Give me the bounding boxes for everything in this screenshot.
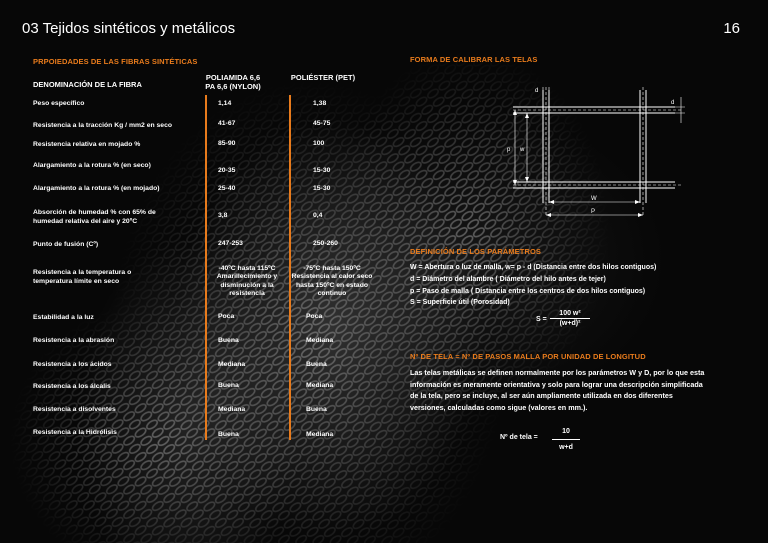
cell-polyamide: 41-67: [218, 120, 236, 127]
formula-s-lhs: S =: [536, 316, 547, 323]
row-label: Alargamiento a la rotura % (en seco): [33, 162, 151, 169]
row-label: Resistencia a la tracción Kg / mm2 en seco: [33, 122, 173, 129]
cell-polyamide: 1,14: [218, 100, 232, 107]
definition-w: W = Abertura o luz de malla, w= p - d (Distancia entre dos hilos contiguos): [410, 264, 657, 271]
cell-polyester: 250-260: [313, 240, 338, 247]
mesh-description-paragraph: Las telas metálicas se definen normalmente por los parámetros W y D, por lo que esta información es meramente orientativa y solo para lograr una descripción simplificada de la tela, pero se incluye, al ser aún ampliamente utilizada en dos diferentes versiones, calculadas como sigue (valores en mm.).: [410, 368, 705, 412]
row-label: Resistencia a los ácidos: [33, 361, 112, 368]
cell-polyester: Buena: [306, 406, 327, 413]
section-title-properties: PRPOIEDADES DE LAS FIBRAS SINTÉTICAS: [33, 57, 198, 66]
cell-polyamide: 85-90: [218, 140, 236, 147]
cell-polyester: Mediana: [306, 431, 334, 438]
cell-polyamide: -40ºC hasta 115ºC Amarillecimiento y disminución a la resistencia: [216, 265, 278, 297]
formula-tela-fraction: [552, 428, 580, 451]
diagram-label-d-right: d: [671, 100, 675, 106]
diagram-label-p-left: p: [507, 147, 511, 153]
cell-polyamide: Poca: [218, 313, 235, 320]
cell-polyester: Buena: [306, 361, 327, 368]
cell-polyester: 15-30: [313, 185, 331, 192]
row-label: Resistencia relativa en mojado %: [33, 141, 141, 148]
cell-polyamide: 25-40: [218, 185, 236, 192]
cell-polyamide: Mediana: [218, 361, 246, 368]
section-title-definitions: DEFINICIÓN DE LOS PARÁMETROS: [410, 247, 541, 256]
row-label: Peso específico: [33, 100, 85, 107]
cell-polyester: -75ºC hasta 150ºC Resistencia al calor seco hasta 150ºC en estado continuo: [291, 265, 373, 297]
cell-polyester: 45-75: [313, 120, 331, 127]
formula-s-numerator: 100 w²: [559, 310, 581, 317]
cell-polyester: Mediana: [306, 337, 334, 344]
table-header-fiber: DENOMINACIÓN DE LA FIBRA: [33, 80, 142, 89]
row-label: Resistencia a disolventes: [33, 406, 116, 413]
table-header-polyester: POLIÉSTER (PET): [290, 73, 356, 82]
page-number: 16: [723, 20, 740, 37]
formula-tela-denominator: w+d: [559, 444, 573, 451]
cell-polyester: 0,4: [313, 212, 323, 219]
definition-d: d = Diámetro del alambre ( Diámetro del hilo antes de tejer): [410, 276, 606, 283]
cell-polyester: 1,38: [313, 100, 327, 107]
page-title: 03 Tejidos sintéticos y metálicos: [22, 20, 236, 37]
formula-tela-numerator: 10: [562, 428, 570, 435]
row-label: Resistencia a los álcalis: [33, 383, 111, 390]
fraction-bar: [552, 439, 580, 440]
diagram-label-w-bottom: W: [591, 196, 597, 202]
cell-polyamide: Mediana: [218, 406, 246, 413]
cell-polyamide: Buena: [218, 431, 239, 438]
section-title-calibration: FORMA DE CALIBRAR LAS TELAS: [410, 55, 538, 64]
formula-s-fraction: [550, 310, 590, 327]
cell-polyester: Poca: [306, 313, 323, 320]
fraction-bar: [550, 318, 590, 319]
row-label: Resistencia a la temperatura o temperatura límite en seco: [33, 269, 132, 285]
row-label: Estabilidad a la luz: [33, 314, 94, 321]
definition-p: p = Paso de malla ( Distancia entre los centros de dos hilos contiguos): [410, 288, 646, 295]
cell-polyester: 15-30: [313, 167, 331, 174]
diagram-label-d-top: d: [535, 88, 539, 94]
table-header-polyamide: [198, 73, 268, 91]
cell-polyamide: 247-253: [218, 240, 243, 247]
cell-polyamide: Buena: [218, 382, 239, 389]
table-header-polyamide-line1: POLIAMIDA 6,6: [205, 73, 261, 82]
row-label: Absorción de humedad % con 65% de humedad relativa del aire y 20ºC: [33, 209, 156, 225]
section-title-mesh-number: Nº DE TELA = Nº DE PASOS MALLA POR UNIDAD DE LONGITUD: [410, 352, 646, 361]
cell-polyester: 100: [313, 140, 325, 147]
row-label: Resistencia a la abrasión: [33, 337, 115, 344]
formula-s-denominator: (w+d)²: [559, 320, 581, 327]
cell-polyester: Mediana: [306, 382, 334, 389]
definition-s: S = Superficie útil (Porosidad): [410, 299, 510, 306]
cell-polyamide: 20-35: [218, 167, 236, 174]
row-label: Alargamiento a la rotura % (en mojado): [33, 185, 160, 192]
formula-tela-lhs: Nº de tela =: [500, 434, 538, 441]
mesh-calibration-diagram: [505, 85, 690, 230]
diagram-label-p-bottom: P: [591, 209, 596, 215]
row-label: Punto de fusión (Cº): [33, 241, 99, 248]
table-header-polyamide-line2: PA 6,6 (NYLON): [205, 82, 261, 91]
cell-polyamide: 3,8: [218, 212, 228, 219]
diagram-label-w-left: w: [520, 147, 525, 153]
row-label: Resistencia a la Hidrólisis: [33, 429, 117, 436]
cell-polyamide: Buena: [218, 337, 239, 344]
